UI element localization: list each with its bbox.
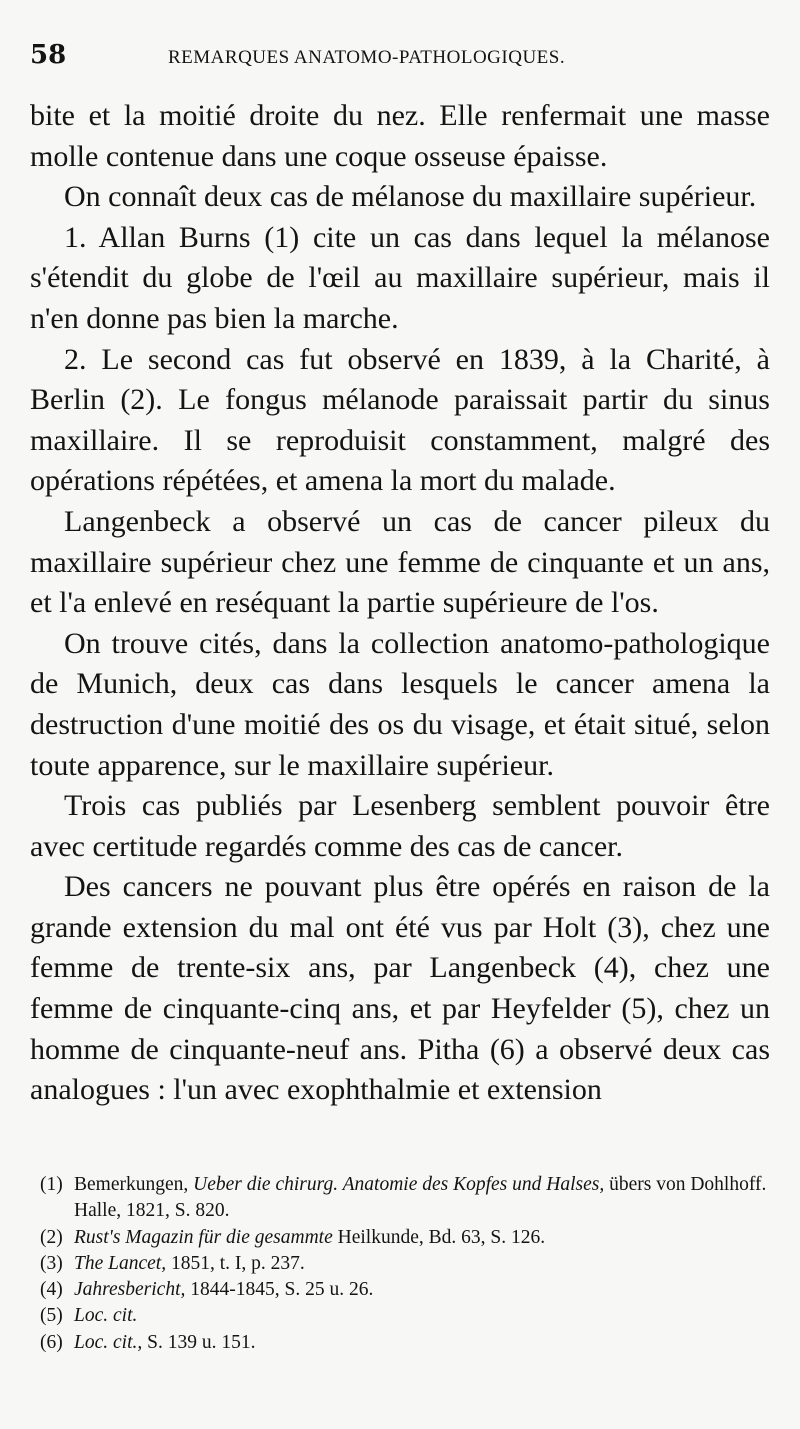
footnote-text: S. 139 u. 151. [142,1331,256,1353]
footnote-title: Loc. cit., [74,1331,143,1353]
body-text [30,96,770,1111]
footnote [30,1225,770,1251]
footnote-number: (4) [40,1279,63,1301]
footnote-text: Bemerkungen, [74,1174,194,1195]
footnote [30,1172,770,1225]
paragraph: Trois cas publiés par Lesenberg semblent pouvoir être avec certitude regardés comme des cas de cancer. [30,789,770,863]
footnote-title: Ueber die chirurg. Anatomie des Kopfes und Halses, [193,1174,605,1195]
paragraph: bite et la moitié droite du nez. Elle renfermait une masse molle contenue dans une coque osseuse épaisse. [30,99,770,173]
footnote-number: (5) [40,1305,63,1327]
paragraph: 1. Allan Burns (1) cite un cas dans lequel la mélanose s'étendit du globe de l'œil au maxillaire supérieur, mais il n'en donne pas bien la marche. [30,220,770,335]
footnote-number: (3) [40,1252,63,1274]
footnote [30,1303,770,1329]
paragraph: 2. Le second cas fut observé en 1839, à la Charité, à Berlin (2). Le fongus mélanode paraissait partir du sinus maxillaire. Il se reproduisit constamment, malgré des opérations répétées, et amena la mort du malade. [30,342,770,498]
footnote-text: Heilkunde, Bd. 63, S. 126. [332,1226,546,1248]
footnote [30,1277,770,1303]
footnote-title: Rust's Magazin für die gesammte [74,1226,333,1248]
footnote-number: (2) [40,1226,63,1248]
paragraph: Langenbeck a observé un cas de cancer pileux du maxillaire supérieur chez une femme de cinquante et un ans, et l'a enlevé en reséquant la partie supérieure de l'os. [30,504,770,620]
footnote-title: Jahresbericht, [74,1279,186,1301]
footnotes [30,1172,770,1356]
book-page [30,40,770,1410]
footnote [30,1251,770,1277]
footnote-number: (1) [40,1174,63,1195]
footnote-number: (6) [40,1331,63,1353]
footnote-text: übers von Dohlhoff. Halle, 1821, S. 820. [74,1174,767,1222]
footnote [30,1330,770,1356]
footnote-text: 1844-1845, S. 25 u. 26. [185,1279,374,1301]
paragraph: On connaît deux cas de mélanose du maxillaire supérieur. [64,180,757,214]
footnote-text: 1851, t. I, p. 237. [166,1252,305,1274]
footnote-title: Loc. cit. [74,1305,138,1327]
page-header [30,40,770,84]
paragraph: Des cancers ne pouvant plus être opérés en raison de la grande extension du mal ont été vus par Holt (3), chez une femme de trente-six ans, par Langenbeck (4), chez une femme de cinquante-cinq ans, et par Heyfelder (5), chez un homme de cinquante-neuf ans. Pitha (6) a observé deux cas analogues : l'un avec exophthalmie et extension [30,870,770,1107]
footnote-title: The Lancet, [74,1252,167,1274]
running-head: REMARQUES ANATOMO-PATHOLOGIQUES. [168,47,566,68]
page-number: 58 [30,40,67,70]
paragraph: On trouve cités, dans la collection anatomo-pathologique de Munich, deux cas dans lesquels le cancer amena la destruction d'une moitié des os du visage, et était situé, selon toute apparence, sur le maxillaire supérieur. [30,626,770,782]
